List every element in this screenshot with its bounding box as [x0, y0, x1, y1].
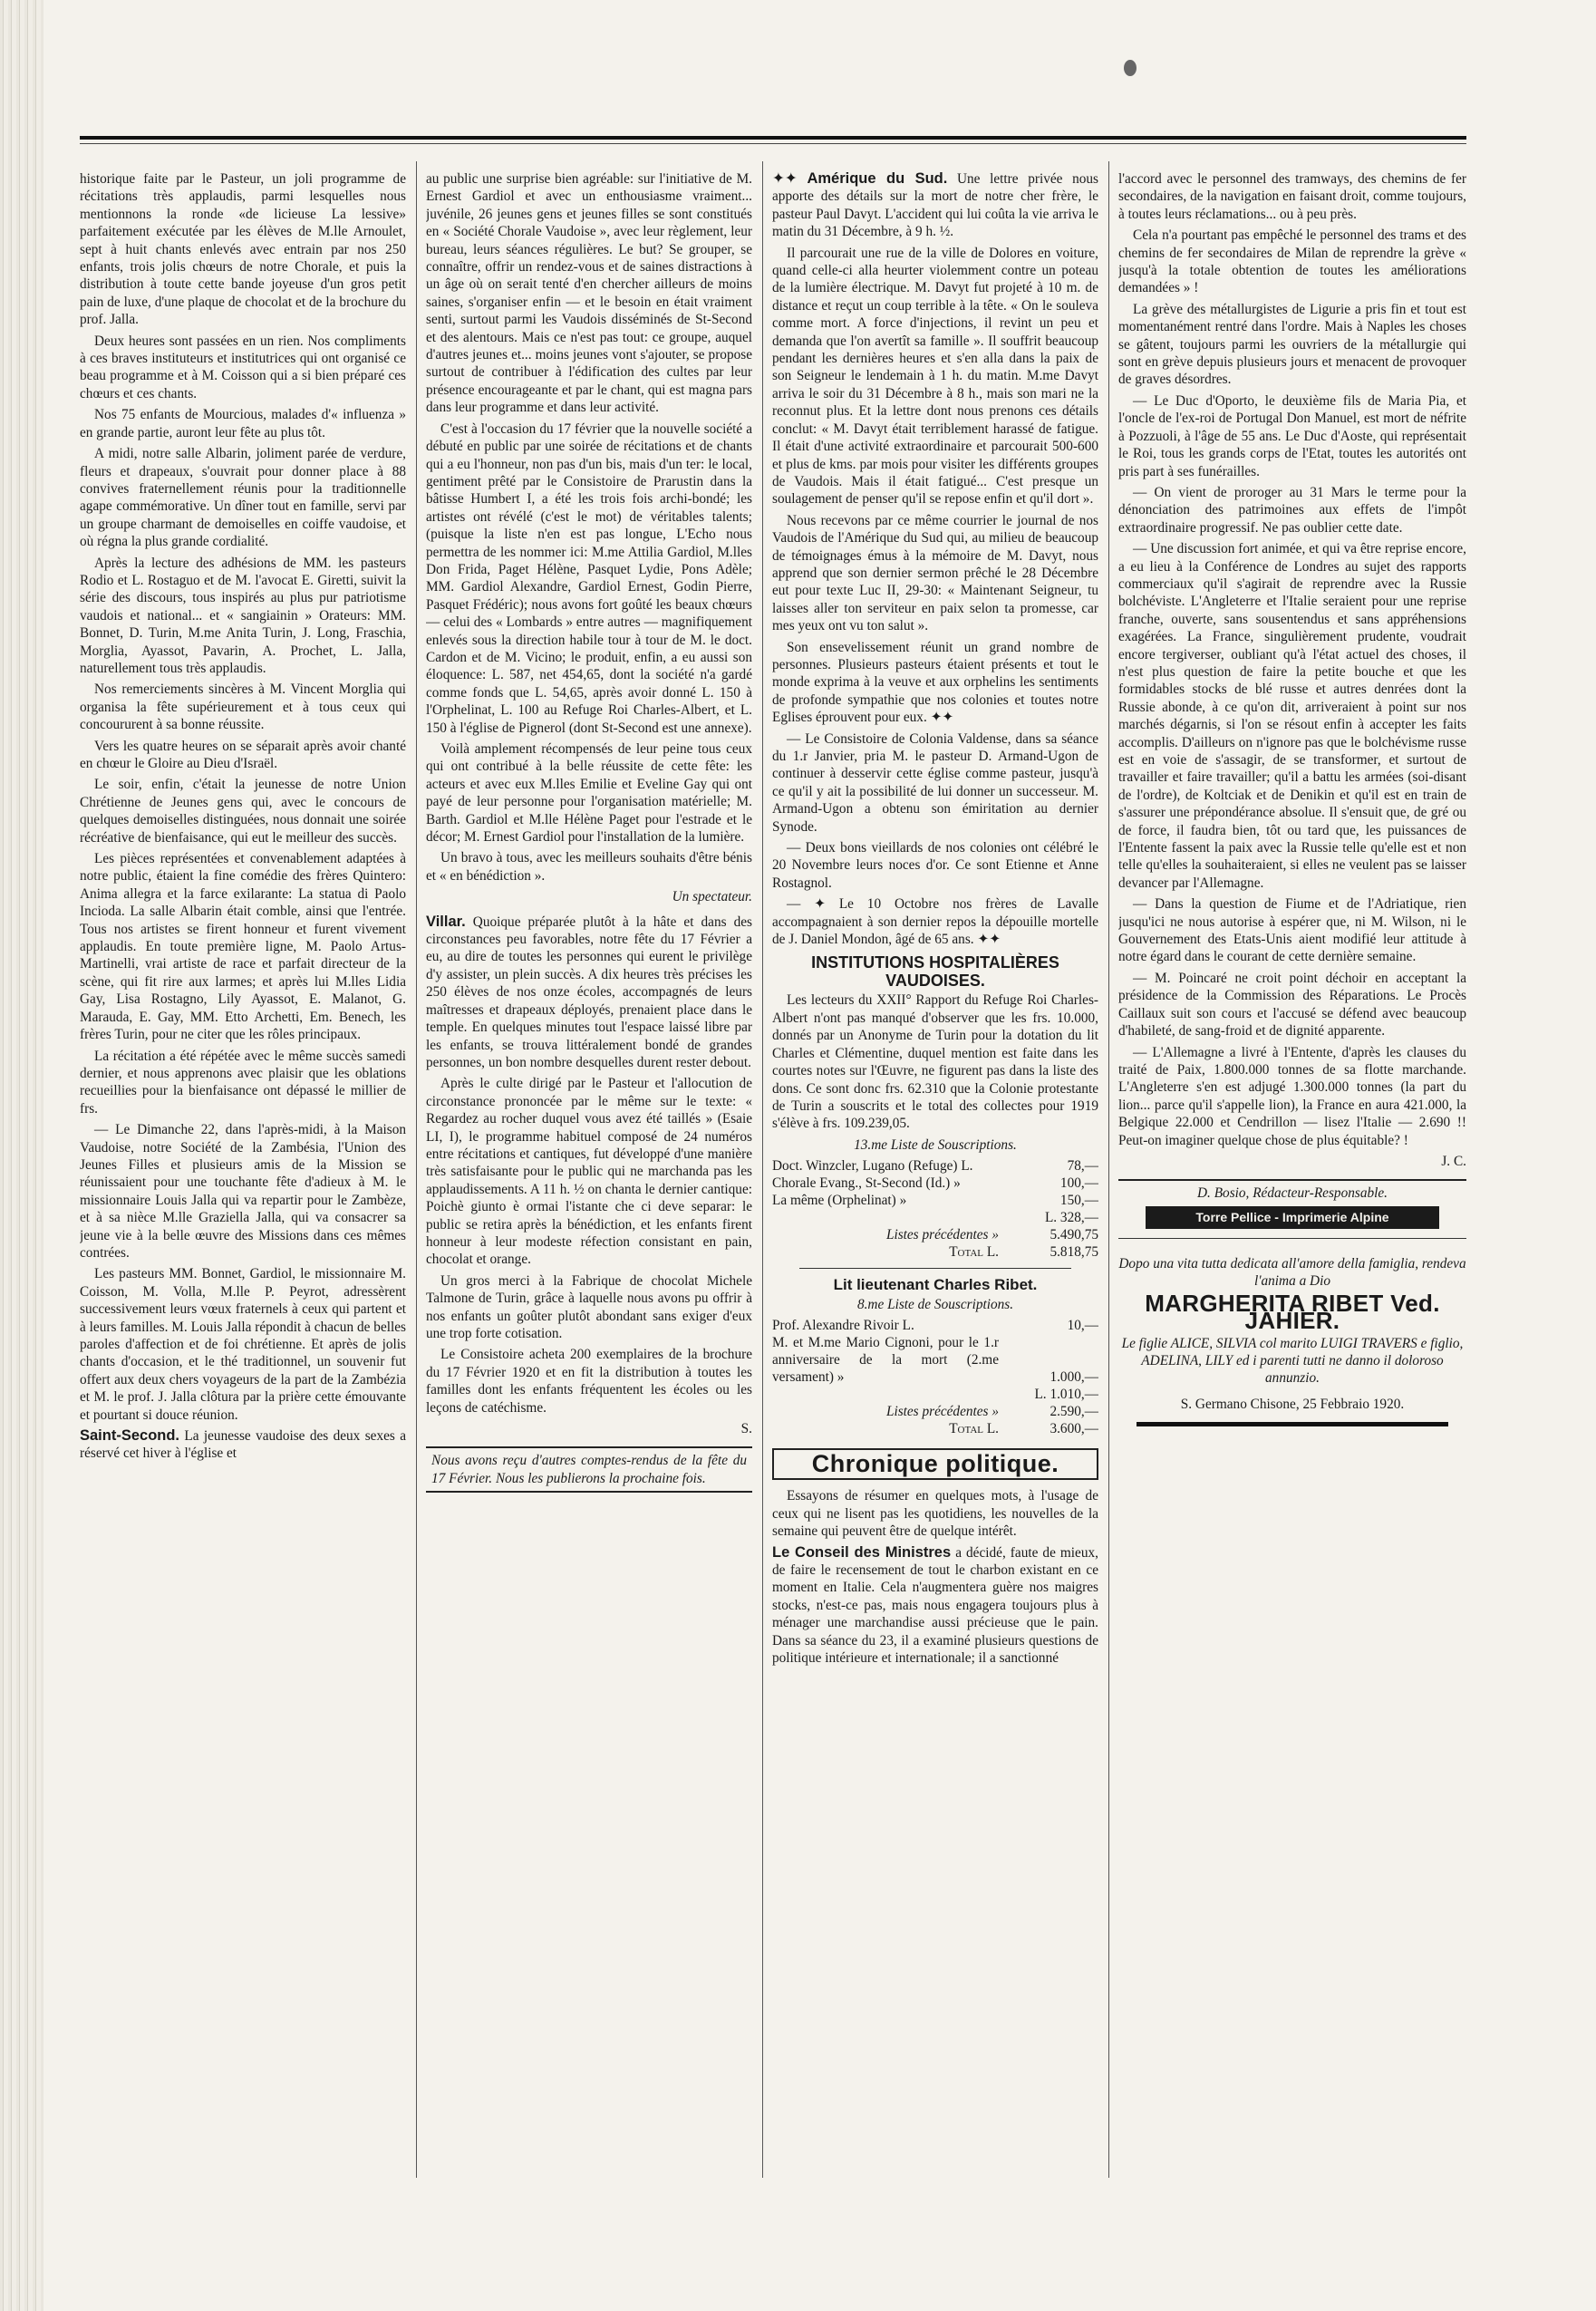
paragraph: Voilà amplement récompensés de leur peine tous ceux qui ont contribué à la belle réussite de cette fête: les acteurs et avec eux M.lles Emilie et Eveline Gay qui ont payé de leur personne pour l'organisation matérielle; M. Barth. Gardiol et M.lle Hélène Paget pour l'estrade et le décor; M. Ernest Gardiol pour l'installation de la lumière.: [426, 741, 752, 846]
row-value: 10,—: [1067, 1317, 1098, 1333]
table-row: [772, 1157, 1098, 1175]
paragraph: — Deux bons vieillards de nos colonies ont célébré le 20 Novembre leurs noces d'or. Ce sont Etienne et Anne Rostagnol.: [772, 840, 1098, 891]
section-title: Lit lieutenant Charles Ribet.: [833, 1276, 1038, 1294]
paragraph: — Le Consistoire de Colonia Valdense, dans sa séance du 1.r Janvier, pria M. le pasteur D. Armand-Ugon de continuer à desservir cette église comme pasteur, jusqu'à ce qu'il y ait la possibilité de lui donner un successeur. M. Armand-Ugon a obtenu son émiritation au dernier Synode.: [772, 730, 1098, 835]
subscriptions-table: [772, 1157, 1098, 1261]
divider: [799, 1268, 1071, 1269]
obituary-place-date: S. Germano Chisone, 25 Febbraio 1920.: [1180, 1397, 1405, 1413]
paragraph: Un gros merci à la Fabrique de chocolat Michele Talmone de Turin, grâce à laquelle nous avons pu offrir à nos enfants un goûter plutôt abondant sans exiger d'eux une trop forte cotisation.: [426, 1272, 752, 1341]
row-value: 5.490,75: [1049, 1227, 1098, 1243]
chronique-heading: Chronique politique.: [772, 1448, 1098, 1480]
row-value: 1.000,—: [1049, 1368, 1098, 1385]
row-value: 78,—: [1067, 1158, 1098, 1175]
section-lead: ✦✦ Amérique du Sud.: [772, 170, 948, 187]
list-subtitle: 13.me Liste de Souscriptions.: [854, 1136, 1017, 1153]
row-label: Total L.: [949, 1244, 999, 1261]
paragraph: Les pièces représentées et convenablement adaptées à notre public, étaient la fine comédie des frères Quintero: Anima allegra et la farce exilarante: La statua di Paolo Incioda. La salle Albarin était comble, ainsi que l'entrée. Tous nos artistes se firent honneur et furent vivement applaudis. En toute première ligne, M. Paolo Artus-Martinelli, vrai artiste de race et parfait directeur de la scène, qui fit rire aux larmes; et après lui M.lles Lidia Gay, Lisa Rostagno, Lily Ayassot, E. Malanot, G. Marauda, E. Gay, MM. Etto Archetti, Em. Benech, les frères Turin, pour ne citer que les rôles principaux.: [80, 851, 406, 1043]
villar-paragraph: [426, 914, 752, 1072]
paragraph: Essayons de résumer en quelques mots, à l'usage de ceux qui ne lisent pas les quotidiens, les nouvelles de la semaine qui peuvent être de quelque intérêt.: [772, 1488, 1098, 1540]
column-2: [426, 170, 752, 2187]
table-row: [772, 1386, 1098, 1403]
paragraph: historique faite par le Pasteur, un joli programme de récitations très applaudis, parmi lesquelles nous mentionnons la ronde «de licieuse La lessive» parfaitement exécutée par les élèves de M.lle Arnoulet, sept à huit chants enlevés avec entrain par nos 250 enfants, trois jolis chœurs de notre Chorale, et puis la distribution à toute cette bande joyeuse d'un gros petit pain de luxe, d'une plaque de chocolat et de la brochure du prof. Jalla.: [80, 171, 406, 328]
page-binding-edge: [0, 0, 44, 2311]
row-value: 2.590,—: [1049, 1403, 1098, 1419]
paragraph: A midi, notre salle Albarin, joliment parée de verdure, fleurs et drapeaux, s'ouvrait pour donner place à 88 convives fraternellement réunis pour la traditionnelle agape commémorative. Un dîner tout en famille, servi par un groupe charmant de demoiselles en coiffe vaudoise, et où régna la plus grande cordialité.: [80, 446, 406, 550]
paragraph: — ✦ Le 10 Octobre nos frères de Lavalle accompagnaient à son dernier repos la dépouille mortelle de J. Daniel Mondon, âgé de 65 ans. ✦✦: [772, 896, 1098, 948]
table-row: [772, 1209, 1098, 1226]
column-divider: [762, 161, 763, 2178]
column-divider: [416, 161, 417, 2178]
table-row: [772, 1175, 1098, 1192]
conseil-paragraph: [772, 1544, 1098, 1668]
row-value: 5.818,75: [1049, 1244, 1098, 1261]
paragraph-text: Quoique préparée plutôt à la hâte et dans des circonstances peu favorables, notre fête du 17 Février a eu, au dire de toutes les personnes qui eurent le privilège d'y assister, un plein succès. A dix heures très précises les 250 élèves de nos onze écoles, accompagnés de leurs maîtresses et drapeaux déployés, prenaient place dans le temple. En quelques minutes tout l'espace laissé libre par les enfants, se trouva littéralement bondé de grandes personnes, un bon nombre desquelles durent rester debout.: [426, 914, 752, 1070]
row-value: L. 1.010,—: [1034, 1386, 1098, 1402]
row-label: Listes précédentes »: [885, 1403, 999, 1419]
row-label: Doct. Winzcler, Lugano (Refuge) L.: [772, 1158, 973, 1175]
paragraph: C'est à l'occasion du 17 février que la nouvelle société a débuté en public par une soirée de récitations et de chants qui a eu l'honneur, non pas d'un bis, mais d'un ter: le local, gentiment prêté par le Consistoire de Prarustin dans la bâtisse Humbert I, a été les trois fois archi-bondé; les artistes ont révélé (c'est le mot) de véritables talents; (puisque la liste n'en est pas longue, L'Echo nous permettra de les nommer ici: M.me Attilia Gardiol, M.lles Don Frida, Paget Hélène, Pasquet Lydie, Pons Adèle; MM. Gardiol Alexandre, Gardiol Ernest, Godin Pierre, Pasquet Frédéric); nous avons fort goûté les beaux chœurs — celui des « Lombards » entre autres — magnifiquement enlevés sous la direction habile tour à tour de M. le doct. Cardon et de M. Vicino; le produit, enfin, a eu aussi son éloquence: L. 587, net 454,65, dont la société n'a gardé comme fonds que L. 54,65, après avoir donné L. 150 à l'Orphelinat, L. 100 au Refuge Roi Charles-Albert, et L. 150 à l'église de Pignerol (dont St-Second est une annexe).: [426, 421, 752, 736]
paragraph: Il parcourait une rue de la ville de Dolores en voiture, quand celle-ci alla heurter violemment contre un poteau de la lumière électrique. M. Davyt fut projeté à 10 m. de distance et reçut un coup terrible à la tête. « On le souleva comme mort. A force d'injections, il revint un peu et demanda que l'on avertît sa famille ». Il souffrit beaucoup pendant les dernières heures et s'en alla dans la paix de son Seigneur le lendemain à 1 h. du matin. M.me Davyt arriva le soir du 31 Décembre à 8 h., mais son mari ne la reconnut plus. Et la lettre dont nous prenons ces détails conclut: « M. Davyt était terriblement harassé de fatigue. Il était d'une activité extraordinaire et parcourait 500-600 et plus de kms. par mois pour visiter les différents groupes de Vaudois. Mais il était fatigué... C'est presque un soulagement de penser qu'il se repose enfin et qu'il dort ».: [772, 245, 1098, 508]
editor-line: [1118, 1179, 1466, 1202]
obituary-text: Le figlie ALICE, SILVIA col marito LUIGI TRAVERS e figlio, ADELINA, LILY ed i parenti tutti ne danno il doloroso annunzio.: [1121, 1336, 1464, 1387]
table-row: [772, 1420, 1098, 1437]
row-label: [772, 1386, 999, 1403]
table-row: [772, 1334, 1098, 1386]
paragraph: Nous recevons par ce même courrier le journal de nos Vaudois de l'Amérique du Sud qui, au milieu de beaucoup de témoignages émus à la mémoire de M. Davyt, nous apprend que son dernier sermon prêché le 28 Décembre eut pour texte Luc II, 29-30: « Maintenant Seigneur, tu laisses aller ton serviteur en paix selon ta promesse, car mes yeux ont vu ton salut ».: [772, 512, 1098, 634]
divider: [1118, 1238, 1466, 1239]
paragraph: — L'Allemagne a livré à l'Entente, d'après les clauses du traité de Paix, 1.800.000 tonnes de sa flotte marchande. L'Angleterre s'en est adjugé 1.300.000 tonnes (la part du lion... parce qu'il s'appelle lion), la France en aura 421.000, la Belgique 22.000 et Cendrillon — lisez l'Italie — 2.690 !! Peut-on imaginer quelque chose de plus équitable? !: [1118, 1044, 1466, 1148]
editorial-note: Nous avons reçu d'autres comptes-rendus de la fête du 17 Février. Nous les publierons la prochaine fois.: [426, 1446, 752, 1493]
paragraph: — Une discussion fort animée, et qui va être reprise encore, a eu lieu à la Conférence de Londres au sujet des rapports commerciaux qu'il s'agirait de reprendre avec la Russie bolchéviste. L'Angleterre et l'Italie seraient pour une reprise franche, ouverte, sans sousentendus et sans appréhensions exagérées. La France, singulièrement prudente, voudrait encore tergiverser, oubliant qu'à l'état actuel des choses, il n'est plus question de faire la petite bouche et que les formidables stocks de blé russe et autres denrées dont la Russie abonde, à ce qu'on dit, arriveraient à point sur nos marchés dégarnis, si l'on se résout enfin à accepter les faits accomplis. D'ailleurs on n'ignore pas que le bolchévisme russe est en voie de s'assagir, de se transformer, et surtout de travailler et faire travailler; qu'il a battu les armées (soi-disant de l'ordre), de Koltciak et de Denikin et qu'il est en train de s'assurer une prépondérance absolue. Il s'ensuit que, de gré ou de force, il faudra bien, tôt ou tard que, les puissances de l'Entente fassent la paix avec la Russie telle qu'elle est et non telle qu'elles la souhaiteraient, si elles ne veulent pas se laisser devancer par l'Allemagne.: [1118, 541, 1466, 891]
newspaper-page: [80, 136, 1466, 2193]
row-value: L. 328,—: [1044, 1210, 1098, 1226]
paragraph-text: Une lettre privée nous apporte des détails sur la mort de notre cher frère, le pasteur Paul Davyt. L'accident qui lui coûta la vie arriva le matin du 31 Décembre, à 9 h. ½.: [772, 171, 1098, 240]
row-label: Prof. Alexandre Rivoir L.: [772, 1317, 914, 1333]
subscriptions-table: [772, 1317, 1098, 1437]
list-subtitle: 8.me Liste de Souscriptions.: [856, 1296, 1014, 1312]
row-label: Total L.: [949, 1420, 999, 1436]
obituary-intro: Dopo una vita tutta dedicata all'amore della famiglia, rendeva l'anima a Dio: [1118, 1256, 1466, 1290]
signature: J. C.: [1441, 1153, 1466, 1169]
section-lead: Villar.: [426, 913, 466, 930]
header-rule: [80, 136, 1466, 140]
paragraph: — Dans la question de Fiume et de l'Adriatique, rien jusqu'ici ne nous autorise à espérer que, ni M. Wilson, ni le Gouvernement des Etats-Unis aient modifié leur attitude à notre égard dans le courant de cette dernière semaine.: [1118, 896, 1466, 965]
table-row: [772, 1403, 1098, 1420]
paragraph: Nos 75 enfants de Mourcious, malades d'« influenza » en grande partie, auront leur fête au plus tôt.: [80, 407, 406, 440]
row-label: [772, 1209, 999, 1226]
row-value: 100,—: [1059, 1175, 1098, 1192]
column-divider: [1108, 161, 1109, 2178]
paragraph: Après le culte dirigé par le Pasteur et l'allocution de circonstance prononcée par le même sur le texte: « Regardez au rocher duquel vous avez été taillés » (Esaie LI, I), le programme habituel composé de 24 numéros entre récitations et cantiques, fut développé d'une manière très satisfaisante pour le public qui ne marchanda pas les applaudissements. A 11 h. ½ on chanta le dernier cantique: Poichè giunto è ormai l'istante che ci deve separar: le public se retira après la bénédiction, et les enfants firent honneur à leur modeste réfection consistant en pain, chocolat et orange.: [426, 1076, 752, 1268]
row-label: M. et M.me Mario Cignoni, pour le 1.r anniversaire de la mort (2.me versament) »: [772, 1334, 999, 1385]
ink-spot: [1124, 60, 1137, 76]
paragraph: Un bravo à tous, avec les meilleurs souhaits d'être bénis et « en bénédiction ».: [426, 850, 752, 884]
paragraph: La grève des métallurgistes de Ligurie a pris fin et tout est momentanément rentré dans l'ordre. Mais à Naples les choses se gâtent, toujours parmi les ouvriers de la métallurgie qui sont en grève depuis plusieurs jours et menacent de provoquer de graves désordres.: [1118, 301, 1466, 388]
paragraph: — M. Poincaré ne croit point déchoir en acceptant la présidence de la Commission des Réparations. Le Procès Caillaux suit son cours et l'accusé se défend avec beaucoup d'habileté, de sang-froid et de dignité apparente.: [1118, 970, 1466, 1039]
section-lead: Le Conseil des Ministres: [772, 1543, 952, 1561]
paragraph: Les lecteurs du XXII° Rapport du Refuge Roi Charles-Albert n'ont pas manqué d'observer que les frs. 10.000, donnés par un Anonyme de Turin pour la dotation du lit Charles et Clémentine, duquel mention est faite dans les courtes notes sur l'Œuvre, ne figurent pas dans la liste des dons. Ce sont donc frs. 62.310 que la Colonie protestante de Turin a souscrits et le total des collectes pour 1919 s'élève à frs. 109.239,05.: [772, 992, 1098, 1132]
paragraph: La récitation a été répétée avec le même succès samedi dernier, et nous apprenons avec plaisir que les oblations recueillies pour la bienfaisance ont dépassé le millier de frs.: [80, 1048, 406, 1117]
row-label: Listes précédentes »: [885, 1227, 999, 1243]
paragraph: Son ensevelissement réunit un grand nombre de personnes. Plusieurs pasteurs étaient présents et tout le monde exprima à la veuve et aux orphelins les sentiments de profonde sympathie que nos colonies et toutes notre Eglises éprouvent pour eux. ✦✦: [772, 639, 1098, 726]
amerique-paragraph: [772, 170, 1098, 241]
row-value: 3.600,—: [1049, 1420, 1098, 1436]
editor-name: D. Bosio, Rédacteur-Responsable.: [1197, 1185, 1388, 1202]
paragraph: Les pasteurs MM. Bonnet, Gardiol, le missionnaire M. Coisson, M. Volla, M.lle P. Peyrot, adressèrent successivement leurs vœux fraternels à ceux qui partent et à leurs familles. M. Louis Jalla répondit à chacun de belles paroles d'affection et de foi chrétienne. Et après de jolis chants d'occasion, et le thé traditionnel, un souvenir fut offert aux deux chers voyageurs de la part de la Zambézia et M. le prof. J. Jalla clôtura par la prière cette émouvante et pourtant si douce réunion.: [80, 1266, 406, 1423]
obituary-name: MARGHERITA RIBET Ved. JAHIER.: [1145, 1290, 1440, 1335]
paragraph: l'accord avec le personnel des tramways, des chemins de fer secondaires, de la navigation en faisant droit, comme toujours, à toutes leurs réclamations... ou à peu près.: [1118, 171, 1466, 222]
obituary-rule: [1137, 1422, 1448, 1426]
column-3: [772, 170, 1098, 2187]
column-1: [80, 170, 406, 2187]
section-title: INSTITUTIONS HOSPITALIÈRES VAUDOISES.: [811, 953, 1059, 991]
row-label: La même (Orphelinat) »: [772, 1193, 907, 1209]
paragraph: Cela n'a pourtant pas empêché le personnel des trams et des chemins de fer secondaires de Milan de reprendre la grève « jusqu'à la totale obtention de toutes les améliorations demandées » !: [1118, 227, 1466, 296]
paragraph: Deux heures sont passées en un rien. Nos compliments à ces braves instituteurs et institutrices qui ont organisé ce beau programme et à M. Coisson qui a si bien préparé ces chœurs et ces chants.: [80, 333, 406, 401]
header-rule-thin: [80, 143, 1466, 144]
obituary: [1118, 1255, 1466, 1426]
column-4: [1118, 170, 1466, 2187]
paragraph: Nos remerciements sincères à M. Vincent Morglia qui organisa la fête supérieurement et à tous ceux qui concoururent à sa bonne réussite.: [80, 682, 406, 733]
table-row: [772, 1226, 1098, 1243]
table-row: [772, 1243, 1098, 1261]
paragraph: Après la lecture des adhésions de MM. les pasteurs Rodio et L. Rostaguo et de M. l'avocat E. Giretti, suivit la série des discours, tous inspirés au plus pur patriotisme vaudois et national... et « sangiainin » Orateurs: MM. Bonnet, D. Turin, M.me Anita Turin, J. Long, Fraschia, Morglia, Ayassot, Pavarin, A. Prochet, L. Jalla, naturellement tous très applaudis.: [80, 555, 406, 676]
signature: Un spectateur.: [672, 889, 752, 905]
paragraph: au public une surprise bien agréable: sur l'initiative de M. Ernest Gardiol et avec un enthousiasme vraiment... juvénile, 26 jeunes gens et jeunes filles se sont constitués en « Société Chorale Vaudoise », avec leur règlement, leur bureau, leurs séances régulières. Le but? Se grouper, se connaître, offrir un rendez-vous et de saines distractions à un âge où on serait tenté d'en chercher ailleurs de moins saines, s'organiser enfin — et le besoin en était vraiment senti, surtout parmi les Vaudois disséminés de St-Second et des alentours. Mais ce n'est pas tout: ce groupe, auquel d'autres jeunes et... moins jeunes vont s'ajouter, se propose surtout de contribuer à l'édification des cultes par leur présence encourageante et par le chant, qui est magna pars dans leur programme et dans leur activité.: [426, 171, 752, 416]
section-lead: Saint-Second.: [80, 1427, 180, 1445]
paragraph: Le soir, enfin, c'était la jeunesse de notre Union Chrétienne de Jeunes gens qui, avec le concours de quelques demoiselles distinguées, nous donnait une soirée récréative de bienfaisance, qui eut le meilleur des succès.: [80, 777, 406, 846]
signature: S.: [740, 1421, 752, 1437]
table-row: [772, 1192, 1098, 1209]
paragraph-text: a décidé, faute de mieux, de faire le recensement de tout le charbon existant en ce moment en Italie. Cela n'augmentera guère nos maigres stocks, n'est-ce pas, mais nous engagera toujours plus à ménager une marchandise aussi précieuse que le pain. Dans sa séance du 23, il a examiné plusieurs questions de politique intérieure et internationale; il a sanctionné: [772, 1544, 1098, 1666]
paragraph: — On vient de proroger au 31 Mars le terme pour la dénonciation des patrimoines aux effets de l'impôt extraordinaire progressif. Ne pas oublier cette date.: [1118, 484, 1466, 536]
st-second-paragraph: [80, 1427, 406, 1463]
paragraph: — Le Duc d'Oporto, le deuxième fils de Maria Pia, et l'oncle de l'ex-roi de Portugal Don Manuel, est mort de néfrite à Pozzuoli, à l'âge de 55 ans. Le Duc d'Aoste, qui représentait le Roi, tous les grands corps de l'Etat, toutes les autorités ont pris part à ses funérailles.: [1118, 392, 1466, 479]
paragraph: Le Consistoire acheta 200 exemplaires de la brochure du 17 Février 1920 et en fit la distribution à toutes les familles dont les enfants fréquentent les écoles ou les leçons de catéchisme.: [426, 1347, 752, 1416]
paragraph-text: La jeunesse vaudoise des deux sexes a réservé cet hiver à l'église et: [80, 1428, 406, 1462]
paragraph: — Le Dimanche 22, dans l'après-midi, à la Maison Vaudoise, notre Société de la Zambésia, l'Union des Jeunes Filles et plusieurs amis de la Mission se réunissaient pour une touchante fête d'adieux à M. le missionnaire Louis Jalla qui va repartir pour le Zambèze, et à sa nièce M.lle Graziella Jalla, qui va consacrer sa jeune vie à la belle œuvre des Missions dans ces mêmes contrées.: [80, 1122, 406, 1261]
paragraph: Vers les quatre heures on se séparait après avoir chanté en chœur le Gloire au Dieu d'Israël.: [80, 738, 406, 771]
table-row: [772, 1317, 1098, 1334]
printer-banner: Torre Pellice - Imprimerie Alpine: [1146, 1206, 1439, 1229]
row-label: Chorale Evang., St-Second (Id.) »: [772, 1175, 961, 1192]
row-value: 150,—: [1059, 1193, 1098, 1209]
